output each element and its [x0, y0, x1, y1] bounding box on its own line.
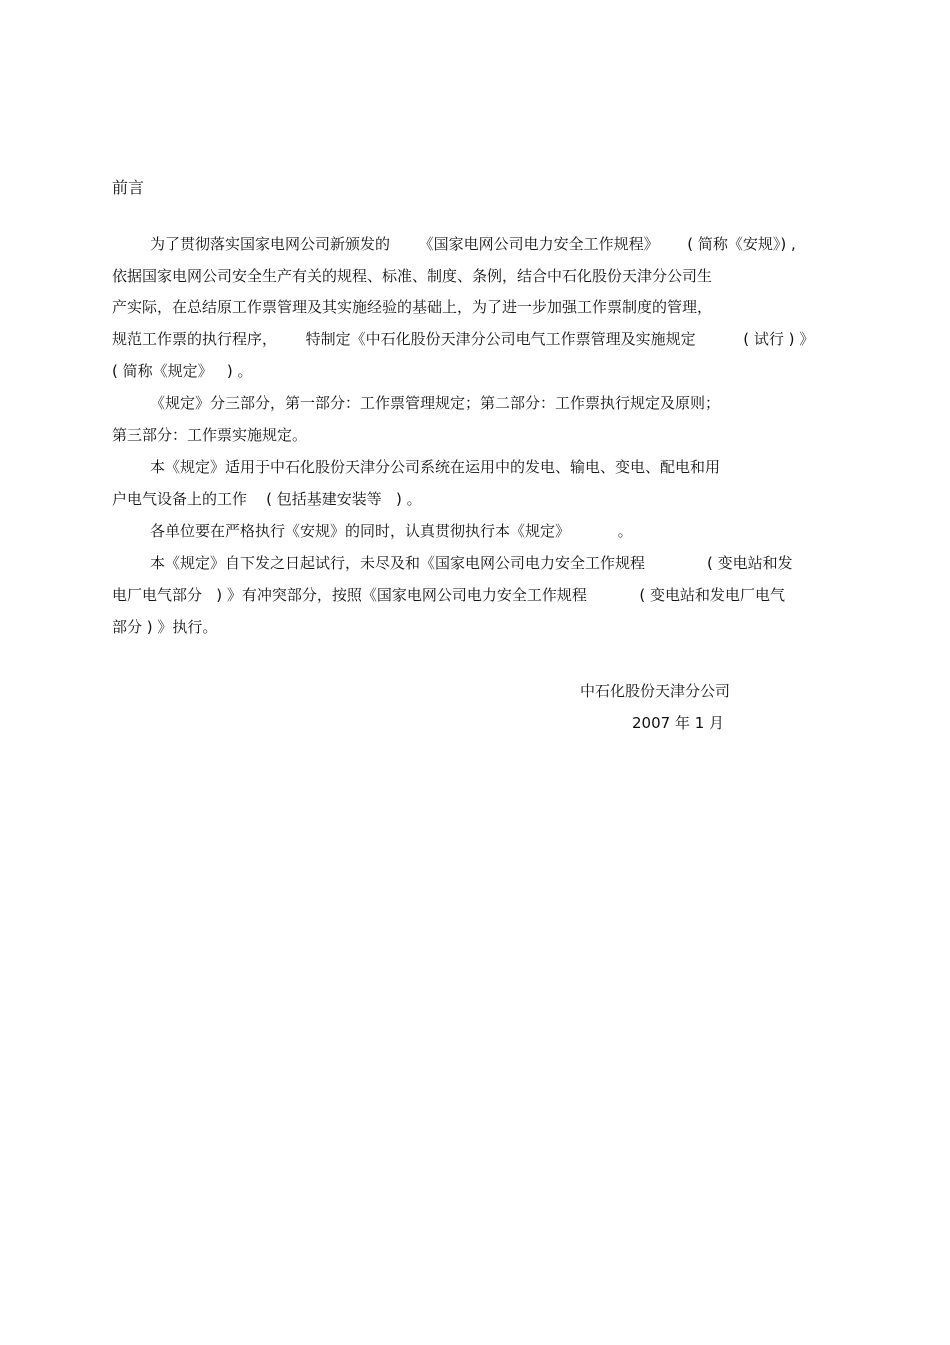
paragraph-line: 电厂电气部分 ) 》有冲突部分，按照《国家电网公司电力安全工作规程 ( 变电站和发电厂电气: [112, 586, 785, 604]
paragraph-line: 产实际，在总结原工作票管理及其实施经验的基础上，为了进一步加强工作票制度的管理，: [112, 298, 713, 316]
paragraph-line: 本《规定》适用于中石化股份天津分公司系统在运用中的发电、输电、变电、配电和用: [150, 458, 721, 476]
paragraph-line: 各单位要在严格执行《安规》的同时，认真贯彻执行本《规定》 。: [150, 522, 633, 540]
paragraph-line: 第三部分：工作票实施规定。: [112, 426, 308, 444]
paragraph-line: ( 简称《规定》 ) 。: [112, 362, 253, 380]
paragraph-line: 为了贯彻落实国家电网公司新颁发的 《国家电网公司电力安全工作规程》 ( 简称《安规》) ,: [150, 235, 796, 253]
paragraph-line: 《规定》分三部分，第一部分：工作票管理规定；第二部分：工作票执行规定及原则；: [150, 394, 721, 412]
paragraph-line: 本《规定》自下发之日起试行，未尽及和《国家电网公司电力安全工作规程 ( 变电站和发: [150, 554, 793, 572]
paragraph-line: 户电气设备上的工作 ( 包括基建安装等 ) 。: [112, 490, 422, 508]
signature-organization: 中石化股份天津分公司: [580, 682, 731, 700]
paragraph-line: 部分 ) 》执行。: [112, 618, 218, 636]
paragraph-line: 依据国家电网公司安全生产有关的规程、标准、制度、条例，结合中石化股份天津分公司生: [112, 267, 713, 285]
paragraph-line: 规范工作票的执行程序， 特制定《中石化股份天津分公司电气工作票管理及实施规定 ( 试行 ) 》: [112, 330, 815, 348]
page-title: 前言: [112, 178, 145, 197]
signature-date: 2007 年 1 月: [632, 714, 725, 732]
